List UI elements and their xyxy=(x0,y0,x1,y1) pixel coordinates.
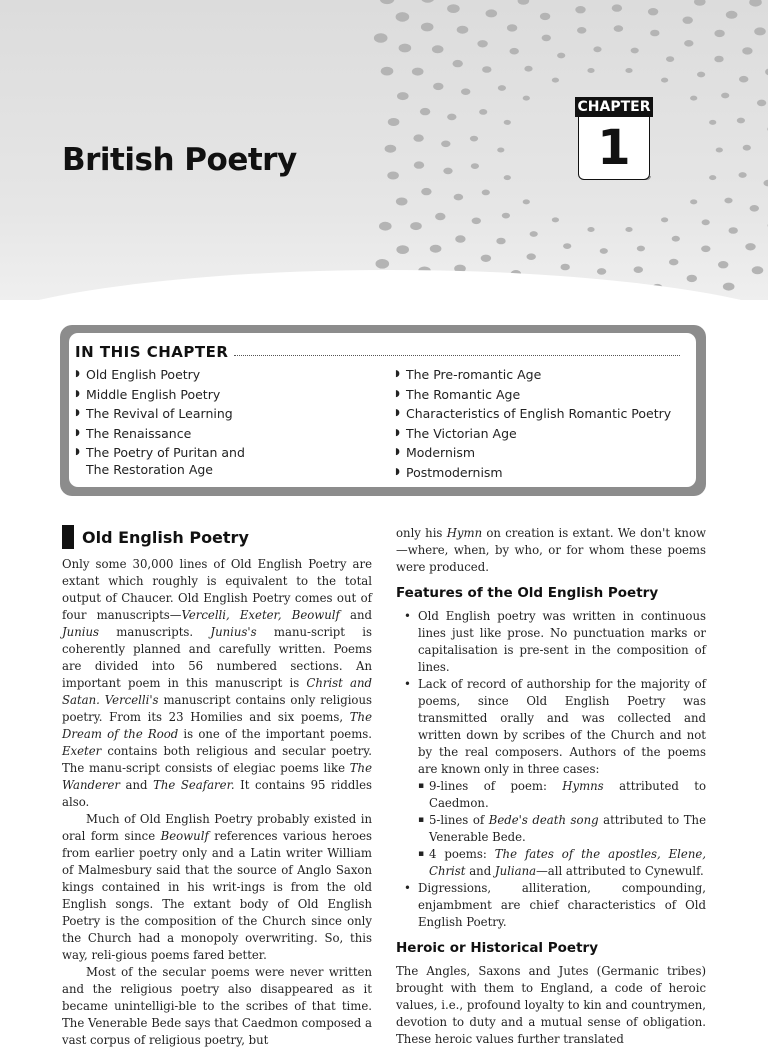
text-run-italic: The Seafarer. xyxy=(153,778,235,792)
halftone-dot xyxy=(587,227,594,232)
toc-item-label: The Revival of Learning xyxy=(86,406,233,421)
halftone-dot xyxy=(472,218,481,225)
halftone-dot xyxy=(709,175,716,180)
paragraph xyxy=(62,556,372,811)
halftone-dot xyxy=(729,227,738,234)
toc-item xyxy=(394,463,671,483)
halftone-dot xyxy=(764,180,768,187)
halftone-dot xyxy=(597,268,606,275)
toc-item-label: Old English Poetry xyxy=(86,367,200,382)
toc-item-label: Characteristics of English Romantic Poetry xyxy=(406,406,671,421)
text-run: and xyxy=(466,864,495,878)
halftone-dot xyxy=(563,243,571,249)
halftone-dot xyxy=(523,199,530,204)
toc-inner xyxy=(69,333,696,487)
toc-item xyxy=(74,365,245,385)
text-run-italic: Hymns xyxy=(562,779,603,793)
text-run-italic: Junius xyxy=(62,625,99,639)
halftone-dot xyxy=(684,40,693,47)
halftone-dot xyxy=(461,88,470,95)
bullet-icon: ◗ xyxy=(75,424,80,444)
halftone-dot xyxy=(750,205,759,212)
halftone-dot xyxy=(634,266,643,273)
halftone-dot xyxy=(388,118,400,126)
text-run: 4 poems: xyxy=(429,847,495,861)
chapter-label: CHAPTER xyxy=(575,97,653,117)
halftone-dot xyxy=(600,248,608,254)
toc-dotted-rule xyxy=(234,355,680,356)
halftone-dot xyxy=(749,0,762,7)
halftone-dot xyxy=(524,66,532,72)
halftone-dot xyxy=(593,46,601,52)
subheading-heroic: Heroic or Historical Poetry xyxy=(396,940,706,957)
halftone-dot xyxy=(716,148,723,153)
halftone-dot xyxy=(507,24,517,31)
text-run: only his xyxy=(396,526,447,540)
halftone-dot xyxy=(447,4,460,13)
halftone-dot xyxy=(614,25,623,32)
paragraph xyxy=(62,811,372,964)
halftone-dot xyxy=(433,83,443,90)
halftone-dot xyxy=(527,253,536,260)
halftone-dot xyxy=(702,219,710,225)
text-run-italic: Vercelli, Exeter, Beowulf xyxy=(181,608,339,622)
halftone-dot xyxy=(510,48,519,55)
text-run: attributed to The Venerable Bede. xyxy=(429,813,706,844)
halftone-dot xyxy=(701,246,710,253)
halftone-dot xyxy=(481,255,491,262)
bullet-icon: ◗ xyxy=(75,444,80,461)
toc-header xyxy=(75,343,680,361)
halftone-dot xyxy=(523,96,530,101)
halftone-dot xyxy=(714,56,723,63)
halftone-dot xyxy=(396,245,409,254)
halftone-dot xyxy=(648,8,658,15)
halftone-dot xyxy=(410,222,422,230)
text-run: references various heroes from earlier poetry only and a Latin writer William of Malmesbury said that the source of Anglo Saxon kings contained in his writ-ings is from the old English songs. The extant body of Old English Poetry is the composition of the Church since only the Church had a monopoly overwriting. So, this way, reli-gious poems fared better. xyxy=(62,829,372,962)
text-run-italic: The Wanderer xyxy=(62,761,372,792)
halftone-dot xyxy=(421,188,431,195)
halftone-dot xyxy=(721,93,729,99)
halftone-dot xyxy=(432,45,444,53)
halftone-dot xyxy=(561,264,570,271)
bullet-icon: ◗ xyxy=(75,385,80,405)
section-marker-bar xyxy=(62,525,74,549)
halftone-dot xyxy=(575,6,585,13)
chapter-number: 1 xyxy=(578,116,650,180)
halftone-dot xyxy=(430,245,442,253)
halftone-dot xyxy=(396,198,408,206)
halftone-dot xyxy=(374,33,388,43)
toc-item xyxy=(394,424,671,444)
halftone-dot xyxy=(479,109,487,115)
text-run: 9-lines of poem: xyxy=(429,779,562,793)
toc-heading: IN THIS CHAPTER xyxy=(75,343,228,361)
halftone-dot xyxy=(420,108,430,115)
halftone-dot xyxy=(672,236,680,242)
halftone-dot xyxy=(542,35,551,42)
halftone-dot xyxy=(399,44,412,53)
halftone-dot xyxy=(742,47,752,54)
text-run-italic: Christ and Satan. Vercelli's xyxy=(62,676,372,707)
text-run-italic: Beowulf xyxy=(161,829,209,843)
features-list xyxy=(396,608,706,931)
halftone-dot xyxy=(612,4,622,11)
section-heading-text: Old English Poetry xyxy=(82,529,249,546)
text-run-italic: Hymn xyxy=(447,526,482,540)
text-run: on creation is extant. We don't know—where, when, by who, or for whom these poems were produced. xyxy=(396,526,706,574)
text-run: Only some 30,000 lines of Old English Poetry are extant which roughly is equivalent to the total output of Chaucer. Old English Poetry comes out of four manuscripts— xyxy=(62,557,372,622)
halftone-dot xyxy=(724,198,732,204)
text-run: is one of the important poems. xyxy=(178,727,372,741)
halftone-dot xyxy=(709,120,716,125)
bullet-icon: ◗ xyxy=(395,463,400,483)
halftone-dot xyxy=(455,235,465,242)
text-run: and xyxy=(340,608,372,622)
halftone-dot xyxy=(739,76,748,83)
halftone-dot xyxy=(518,0,530,5)
halftone-dot xyxy=(540,13,550,20)
halftone-dot xyxy=(683,17,693,24)
halftone-dot xyxy=(413,134,423,141)
toc-item-label: The Renaissance xyxy=(86,426,191,441)
halftone-dot xyxy=(723,283,735,291)
left-column xyxy=(62,525,372,1049)
halftone-dot xyxy=(552,217,559,222)
paragraph xyxy=(396,525,706,576)
text-run: and xyxy=(120,778,153,792)
toc-item-label: The Romantic Age xyxy=(406,387,520,402)
halftone-dot xyxy=(502,213,510,219)
halftone-dot xyxy=(697,72,705,78)
halftone-dot xyxy=(447,114,456,121)
halftone-dot xyxy=(496,238,505,245)
bullet-icon: ◗ xyxy=(395,365,400,385)
toc-list-left xyxy=(74,365,245,478)
page-title: British Poetry xyxy=(62,142,297,178)
bullet-icon: ◗ xyxy=(75,365,80,385)
sub-list-item xyxy=(429,778,706,812)
halftone-dot xyxy=(714,30,724,37)
halftone-dot xyxy=(694,0,706,6)
halftone-dot xyxy=(743,145,751,151)
text-run-italic: Junius's xyxy=(210,625,256,639)
halftone-dot xyxy=(477,40,487,47)
halftone-dot xyxy=(637,246,645,252)
halftone-dot xyxy=(486,9,498,17)
halftone-dot xyxy=(587,68,594,73)
halftone-dot xyxy=(752,266,764,274)
halftone-dot xyxy=(726,11,738,19)
bullet-icon: ◗ xyxy=(395,404,400,424)
text-run: manu-script is coherently planned and carefully written. Poems are divided into 56 numbered sections. An important poem in this manuscript is xyxy=(62,625,372,690)
halftone-dot xyxy=(650,30,659,37)
halftone-dot xyxy=(757,100,766,107)
text-run-italic: The Dream of the Rood xyxy=(62,710,372,741)
text-run-italic: Exeter xyxy=(62,744,101,758)
toc-item-label: Postmodernism xyxy=(406,465,503,480)
halftone-dot xyxy=(387,172,399,180)
text-run: Much of Old English Poetry probably existed in oral form since xyxy=(62,812,372,843)
halftone-dot xyxy=(631,48,639,54)
bullet-icon: ◗ xyxy=(395,443,400,463)
text-run-italic: Bede's death song xyxy=(489,813,599,827)
toc-item-label: The Pre-romantic Age xyxy=(406,367,541,382)
text-run: manuscript contains only religious poetry. From its 23 Homilies and six poems, xyxy=(62,693,372,724)
halftone-dot xyxy=(661,217,668,222)
text-run: contains both religious and secular poetry. The manu-script consists of elegiac poems like xyxy=(62,744,372,775)
halftone-dot xyxy=(552,78,559,83)
halftone-dot xyxy=(504,175,511,180)
halftone-dot xyxy=(745,243,755,250)
in-this-chapter-box xyxy=(60,325,706,496)
halftone-dot xyxy=(577,27,586,34)
halftone-dot xyxy=(498,85,506,91)
halftone-dot xyxy=(421,0,435,3)
toc-item xyxy=(394,385,671,405)
toc-item xyxy=(394,404,671,424)
list-item: • Digressions, alliteration, compounding, enjambment are chief characteristics of Old English Poetry. xyxy=(418,880,706,931)
halftone-dot xyxy=(385,145,397,153)
text-run: It contains 95 riddles also. xyxy=(62,778,372,809)
halftone-dot xyxy=(497,148,504,153)
halftone-dot xyxy=(453,60,463,67)
halftone-dot xyxy=(381,67,394,76)
halftone-dot xyxy=(443,168,452,175)
toc-item xyxy=(74,385,245,405)
halftone-dot xyxy=(471,163,479,169)
authors-sublist xyxy=(418,778,706,880)
halftone-dot xyxy=(690,199,697,204)
halftone-dot xyxy=(687,275,697,282)
toc-item-label-line2: The Restoration Age xyxy=(86,462,213,477)
halftone-dot xyxy=(661,78,668,83)
halftone-dot xyxy=(421,23,434,32)
text-run: —all attributed to Cynewulf. xyxy=(536,864,704,878)
text-run-italic: Juliana xyxy=(495,864,536,878)
halftone-dot xyxy=(380,0,395,4)
bullet-icon: ◗ xyxy=(75,404,80,424)
halftone-dot xyxy=(530,231,538,237)
toc-item-label: The Victorian Age xyxy=(406,426,517,441)
halftone-dot xyxy=(435,213,445,220)
toc-item xyxy=(74,443,245,478)
halftone-dot xyxy=(376,259,390,269)
halftone-dot xyxy=(754,27,766,35)
text-run: manuscripts. xyxy=(99,625,210,639)
halftone-dot xyxy=(504,120,511,125)
halftone-dot xyxy=(739,172,747,178)
halftone-dot xyxy=(470,136,478,142)
halftone-dot xyxy=(737,118,745,124)
section-heading xyxy=(62,525,372,549)
halftone-dot xyxy=(396,12,410,22)
halftone-dot xyxy=(454,194,463,201)
paragraph: Most of the secular poems were never written and the religious poetry also disappeared as it became unintelligi-ble to the scribes of that time. The Venerable Bede says that Caedmon composed a vast corpus of religious poetry, but xyxy=(62,964,372,1049)
halftone-dot xyxy=(625,227,632,232)
halftone-dot xyxy=(669,259,678,266)
halftone-dot xyxy=(482,66,491,73)
sub-list-item xyxy=(429,846,706,880)
halftone-dot xyxy=(718,261,728,268)
text-run-italic: The fates of the apostles, Elene, Christ xyxy=(429,847,706,878)
halftone-dot xyxy=(666,56,674,62)
halftone-dot xyxy=(690,96,697,101)
halftone-dot xyxy=(441,141,450,148)
right-column xyxy=(396,525,706,1048)
toc-item xyxy=(394,443,671,463)
toc-item-label: The Poetry of Puritan and xyxy=(86,445,245,460)
list-item: • Old English poetry was written in continuous lines just like prose. No punctuation marks or capitalisation is pre-sent in the composition of lines. xyxy=(418,608,706,676)
halftone-dot xyxy=(557,53,565,59)
halftone-dot xyxy=(625,68,632,73)
halftone-dot xyxy=(379,222,392,231)
toc-item xyxy=(74,424,245,444)
toc-item-label: Middle English Poetry xyxy=(86,387,220,402)
halftone-dot xyxy=(397,92,409,100)
toc-item xyxy=(394,365,671,385)
text-run: attributed to Caedmon. xyxy=(429,779,706,810)
text-run: 5-lines of xyxy=(429,813,489,827)
halftone-dot xyxy=(482,190,490,196)
toc-item-label: Modernism xyxy=(406,445,475,460)
toc-list-right xyxy=(394,365,671,483)
subheading-features: Features of the Old English Poetry xyxy=(396,585,706,602)
toc-item xyxy=(74,404,245,424)
halftone-dot xyxy=(457,26,469,34)
halftone-dot xyxy=(414,161,424,168)
list-item xyxy=(418,676,706,880)
halftone-dot xyxy=(412,68,424,76)
bullet-icon: ◗ xyxy=(395,385,400,405)
paragraph: The Angles, Saxons and Jutes (Germanic tribes) brought with them to England, a code of heroic values, i.e., profound loyalty to kin and countrymen, devotion to duty and a mutual sense of obligation. These heroic values further translated xyxy=(396,963,706,1048)
list-item-text: Lack of record of authorship for the majority of poems, since Old English Poetry was transmitted orally and was collected and written down by scribes of the Church and not by the real composers. Authors of the poems are known only in three cases: xyxy=(418,677,706,776)
sub-list-item xyxy=(429,812,706,846)
bullet-icon: ◗ xyxy=(395,424,400,444)
